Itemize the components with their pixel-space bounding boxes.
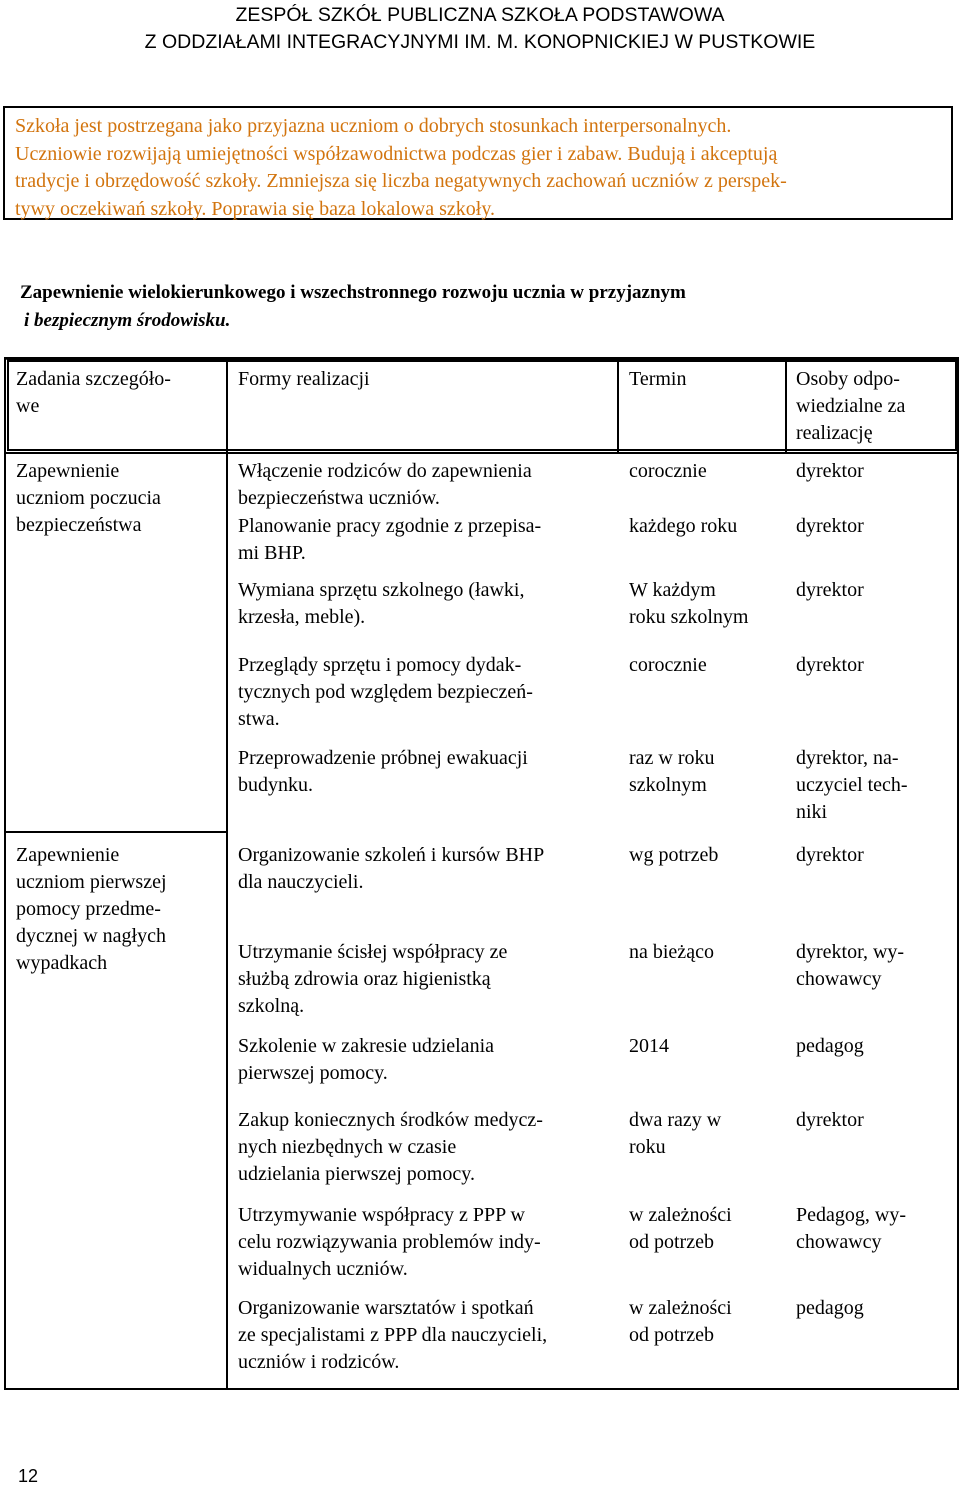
task-cell: uczniom pierwszej xyxy=(16,871,167,893)
table-column-border xyxy=(4,450,6,1388)
forma-cell: służbą zdrowia oraz higienistką xyxy=(238,968,491,990)
task-cell: wypadkach xyxy=(16,952,108,974)
forma-cell: stwa. xyxy=(238,708,280,730)
osoby-cell: pedagog xyxy=(796,1297,864,1319)
forma-cell: Przeglądy sprzętu i pomocy dydak- xyxy=(238,654,522,676)
forma-cell: dla nauczycieli. xyxy=(238,871,364,893)
task-cell: pomocy przedme- xyxy=(16,898,161,920)
section-heading-line-2: i bezpiecznym środowisku. xyxy=(24,310,231,331)
table-column-border xyxy=(226,450,228,1388)
termin-cell: roku szkolnym xyxy=(629,606,749,628)
termin-cell: 2014 xyxy=(629,1035,669,1057)
forma-cell: krzesła, meble). xyxy=(238,606,366,628)
forma-cell: Włączenie rodziców do zapewnienia xyxy=(238,460,532,482)
header-line-1: ZESPÓŁ SZKÓŁ PUBLICZNA SZKOŁA PODSTAWOWA xyxy=(235,4,725,26)
termin-cell: szkolnym xyxy=(629,774,707,796)
table-column-border xyxy=(957,450,959,1388)
forma-cell: budynku. xyxy=(238,774,313,796)
outcome-line: Szkoła jest postrzegana jako przyjazna uczniom o dobrych stosunkach interpersonalnych. xyxy=(15,115,732,137)
forma-cell: Wymiana sprzętu szkolnego (ławki, xyxy=(238,579,525,601)
forma-cell: Zakup koniecznych środków medycz- xyxy=(238,1109,543,1131)
forma-cell: uczniów i rodziców. xyxy=(238,1351,400,1373)
header-zadania-text: Zadania szczegóło- xyxy=(16,368,171,390)
forma-cell: Szkolenie w zakresie udzielania xyxy=(238,1035,494,1057)
header-osoby-text: wiedzialne za xyxy=(796,395,906,417)
page-number: 12 xyxy=(18,1466,39,1486)
osoby-cell: dyrektor, na- xyxy=(796,747,899,769)
termin-cell: corocznie xyxy=(629,654,707,676)
forma-cell: Utrzymanie ścisłej współpracy ze xyxy=(238,941,508,963)
forma-cell: Planowanie pracy zgodnie z przepisa- xyxy=(238,515,542,537)
forma-cell: Przeprowadzenie próbnej ewakuacji xyxy=(238,747,528,769)
task-cell: dycznej w nagłych xyxy=(16,925,166,947)
osoby-cell: dyrektor xyxy=(796,1109,864,1131)
osoby-cell: niki xyxy=(796,801,828,823)
outcome-line: tradycje i obrzędowość szkoły. Zmniejsza się liczba negatywnych zachowań uczniów z perspek- xyxy=(15,170,787,192)
termin-cell: W każdym xyxy=(629,579,716,601)
forma-cell: mi BHP. xyxy=(238,542,306,564)
outcome-line: tywy oczekiwań szkoły. Poprawia się baza lokalowa szkoły. xyxy=(15,197,496,220)
termin-cell: w zależności xyxy=(629,1204,732,1226)
osoby-cell: Pedagog, wy- xyxy=(796,1204,906,1226)
termin-cell: od potrzeb xyxy=(629,1324,714,1346)
termin-cell: dwa razy w xyxy=(629,1109,722,1131)
group-separator xyxy=(4,831,228,833)
osoby-cell: dyrektor, wy- xyxy=(796,941,905,963)
osoby-cell: dyrektor xyxy=(796,844,864,866)
osoby-cell: dyrektor xyxy=(796,654,864,676)
header-zadania-text: we xyxy=(16,395,40,417)
header-osoby-text: realizację xyxy=(796,422,873,444)
termin-cell: corocznie xyxy=(629,460,707,482)
osoby-cell: uczyciel tech- xyxy=(796,774,908,796)
forma-cell: szkolną. xyxy=(238,995,305,1017)
osoby-cell: chowawcy xyxy=(796,1231,882,1253)
termin-cell: raz w roku xyxy=(629,747,715,769)
header-line-2: Z ODDZIAŁAMI INTEGRACYJNYMI IM. M. KONOPNICKIEJ W PUSTKOWIE xyxy=(144,31,816,53)
termin-cell: wg potrzeb xyxy=(629,844,719,866)
school-header xyxy=(0,2,960,56)
task-cell: bezpieczeństwa xyxy=(16,514,142,536)
forma-cell: pierwszej pomocy. xyxy=(238,1062,388,1084)
section-heading xyxy=(20,279,686,335)
task-cell: Zapewnienie xyxy=(16,844,120,866)
forma-cell: celu rozwiązywania problemów indy- xyxy=(238,1231,541,1253)
forma-cell: Utrzymywanie współpracy z PPP w xyxy=(238,1204,525,1226)
header-termin-text: Termin xyxy=(629,368,687,390)
osoby-cell: chowawcy xyxy=(796,968,882,990)
termin-cell: każdego roku xyxy=(629,515,738,537)
forma-cell: Organizowanie szkoleń i kursów BHP xyxy=(238,844,545,866)
section-heading-line-1: Zapewnienie wielokierunkowego i wszechstronnego rozwoju ucznia w przyjaznym xyxy=(20,282,686,303)
osoby-cell: dyrektor xyxy=(796,460,864,482)
forma-cell: ze specjalistami z PPP dla nauczycieli, xyxy=(238,1324,548,1346)
table-bottom-border xyxy=(4,1388,959,1390)
outcome-box xyxy=(3,106,953,220)
termin-cell: od potrzeb xyxy=(629,1231,714,1253)
forma-cell: widualnych uczniów. xyxy=(238,1258,408,1280)
task-cell: uczniom poczucia xyxy=(16,487,161,509)
forma-cell: tycznych pod względem bezpieczeń- xyxy=(238,681,533,703)
outcome-line: Uczniowie rozwijają umiejętności współzawodnictwa podczas gier i zabaw. Budują i akceptują xyxy=(15,142,778,165)
forma-cell: bezpieczeństwa uczniów. xyxy=(238,487,440,509)
forma-cell: nych niezbędnych w czasie xyxy=(238,1136,457,1158)
osoby-cell: pedagog xyxy=(796,1035,864,1057)
task-cell: Zapewnienie xyxy=(16,460,120,482)
header-osoby-text: Osoby odpo- xyxy=(796,368,900,390)
header-formy-text: Formy realizacji xyxy=(238,368,370,390)
termin-cell: na bieżąco xyxy=(629,941,714,963)
termin-cell: w zależności xyxy=(629,1297,732,1319)
forma-cell: Organizowanie warsztatów i spotkań xyxy=(238,1297,534,1319)
osoby-cell: dyrektor xyxy=(796,515,864,537)
forma-cell: udzielania pierwszej pomocy. xyxy=(238,1163,475,1185)
osoby-cell: dyrektor xyxy=(796,579,864,601)
termin-cell: roku xyxy=(629,1136,666,1158)
